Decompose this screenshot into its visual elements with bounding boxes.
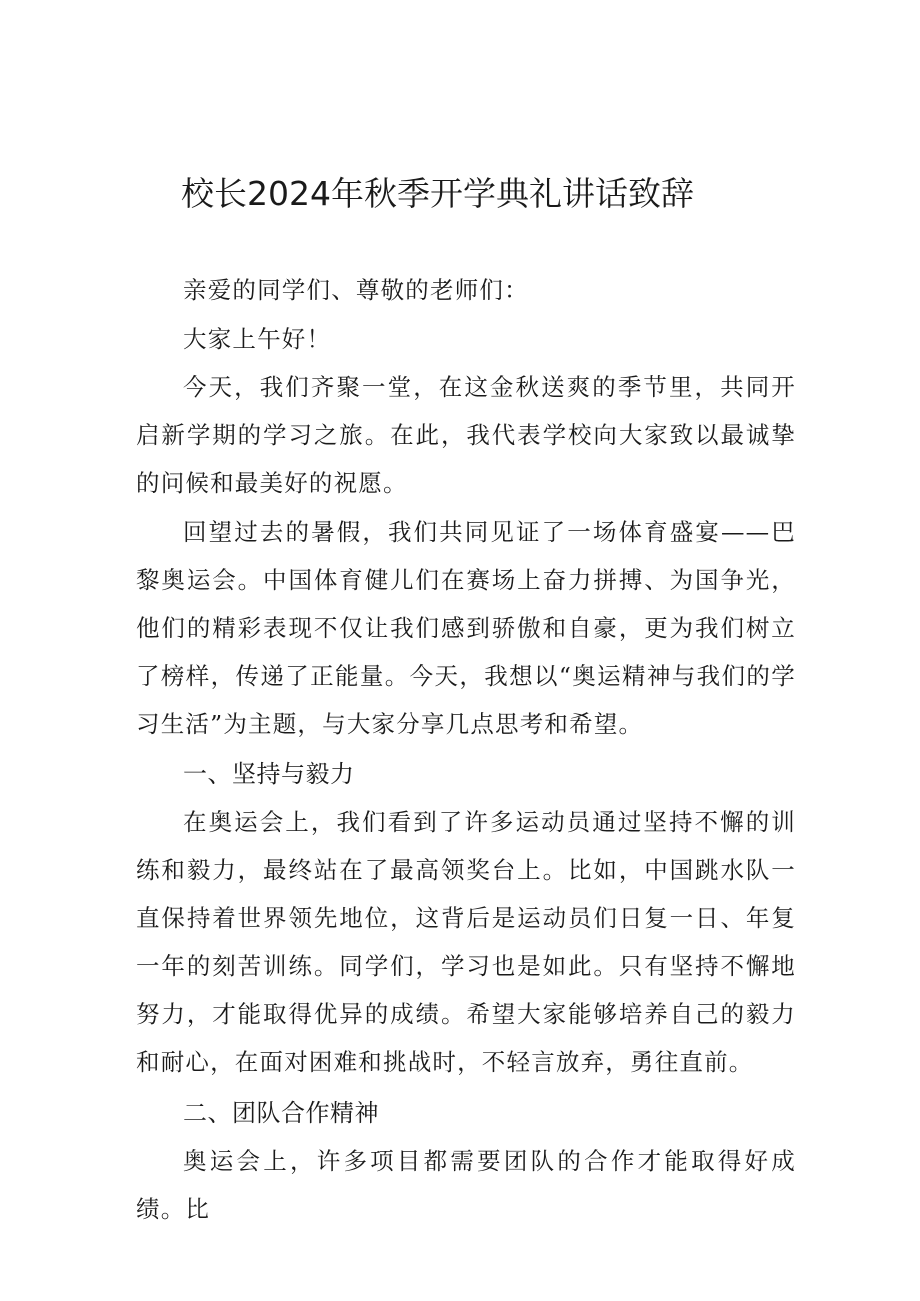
paragraph-teamwork: 奥运会上，许多项目都需要团队的合作才能取得好成绩。比 — [136, 1147, 796, 1223]
paragraph-perseverance: 在奥运会上，我们看到了许多运动员通过坚持不懈的训练和毅力，最终站在了最高领奖台上。比如，中国跳水队一直保持着世界领先地位，这背后是运动员们日复一日、年复一年的刻苦训练。同学们，学习也是如此。只有坚持不懈地努力，才能取得优异的成绩。希望大家能够培养自己的毅力和耐心，在面对困难和挑战时，不轻言放弃，勇往直前。 — [136, 808, 796, 1076]
salutation: 亲爱的同学们、尊敬的老师们： — [183, 276, 529, 304]
section-heading-perseverance: 一、坚持与毅力 — [183, 760, 355, 788]
paragraph-opening: 今天，我们齐聚一堂，在这金秋送爽的季节里，共同开启新学期的学习之旅。在此，我代表学校向大家致以最诚挚的问候和最美好的祝愿。 — [136, 373, 796, 497]
paragraph-olympics: 回望过去的暑假，我们共同见证了一场体育盛宴——巴黎奥运会。中国体育健儿们在赛场上奋力拼搏、为国争光，他们的精彩表现不仅让我们感到骄傲和自豪，更为我们树立了榜样，传递了正能量。今天，我想以“奥运精神与我们的学习生活”为主题，与大家分享几点思考和希望。 — [136, 518, 796, 738]
document-title: 校长2024年秋季开学典礼讲话致辞 — [181, 174, 694, 213]
greeting: 大家上午好！ — [183, 325, 332, 353]
section-heading-teamwork: 二、团队合作精神 — [183, 1099, 379, 1127]
